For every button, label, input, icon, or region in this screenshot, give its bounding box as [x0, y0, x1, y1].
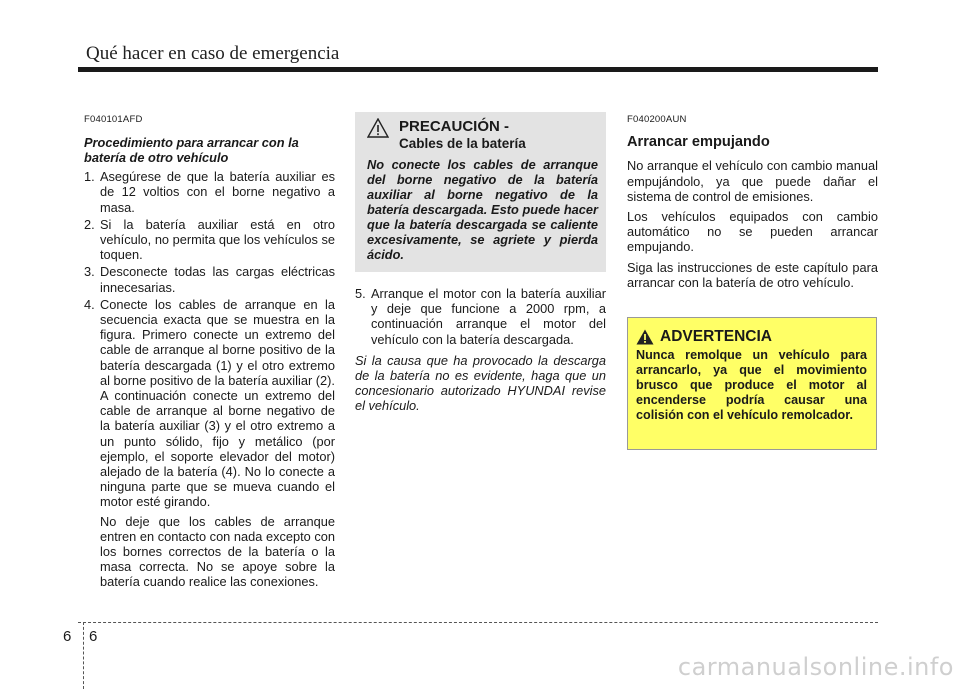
column-right [627, 112, 878, 295]
step-number: 3. [84, 264, 95, 280]
step-item [84, 217, 335, 263]
caution-triangle-icon [367, 118, 389, 138]
caution-subtitle: Cables de la batería [399, 136, 526, 151]
chapter-number: 6 [63, 628, 72, 645]
warning-box [627, 317, 877, 450]
caution-box [355, 112, 606, 272]
section-subheading: Procedimiento para arrancar con la batería de otro vehículo [84, 135, 299, 166]
step-text: Asegúrese de que la batería auxiliar es de 12 voltios con el borne negativo a masa. [100, 169, 335, 215]
step-text: Desconecte todas las cargas eléctricas innecesarias. [100, 264, 335, 295]
page-header-title: Qué hacer en caso de emergencia [86, 43, 340, 64]
caution-text: No conecte los cables de arranque del borne negativo de la batería auxiliar al borne negativo de la batería descargada. Esto puede hacer que la batería descargada se caliente excesivamente, se agriete y pierda ácido. [367, 157, 598, 262]
step-item [84, 297, 335, 510]
warning-title: ADVERTENCIA [660, 328, 772, 345]
step-continuation: No deje que los cables de arranque entren en contacto con nada excepto con los bornes correctos de la batería o la masa correcta. No se apoye sobre la batería cuando realice las conexiones. [100, 513, 335, 590]
step-text: Arranque el motor con la batería auxiliar y deje que funcione a 2000 rpm, a continuación arranque el motor del vehículo con la batería descargada. [371, 286, 606, 347]
section-code: F040200AUN [627, 114, 687, 125]
section-code: F040101AFD [84, 114, 143, 125]
header-rule [78, 67, 878, 72]
page-number: 6 [89, 628, 98, 645]
caution-header [367, 118, 598, 152]
column-middle [355, 112, 606, 414]
steps-list-continued [355, 286, 606, 347]
step-text: Si la batería auxiliar está en otro vehículo, no permita que los vehículos se toquen. [100, 216, 335, 263]
step-number: 4. [84, 296, 95, 312]
footer-divider [83, 622, 84, 689]
step-item [84, 169, 335, 215]
section-heading: Arrancar empujando [627, 134, 770, 151]
paragraph: Siga las instrucciones de este capítulo para arrancar con la batería de otro vehículo. [627, 259, 878, 290]
caution-title: PRECAUCIÓN - [399, 118, 510, 135]
note-text: Si la causa que ha provocado la descarga de la batería no es evidente, haga que un concesionario autorizado HYUNDAI revise el vehículo. [355, 352, 606, 414]
paragraph: No arranque el vehículo con cambio manual empujándolo, ya que puede dañar el sistema de control de emisiones. [627, 158, 878, 204]
watermark-text: carmanualsonline.info [677, 653, 954, 681]
warning-text: Nunca remolque un vehículo para arrancarlo, ya que el movimiento brusco que produce el motor al encenderse podría causar una colisión con el vehículo remolcador. [636, 348, 867, 423]
column-left [84, 112, 335, 590]
step-number: 5. [355, 286, 366, 301]
step-number: 2. [84, 216, 95, 232]
steps-list [84, 169, 335, 509]
step-item [355, 286, 606, 347]
step-number: 1. [84, 169, 95, 185]
footer-rule [78, 622, 878, 623]
step-text: Conecte los cables de arranque en la secuencia exacta que se muestra en la figura. Primero conecte un extremo del cable de arranque al borne positivo de la batería descargada (1) y el otro extremo al borne positivo de la batería auxiliar (2). A continuación conecte un extremo del cable de arranque al borne negativo de la batería auxiliar (3) y el otro extremo a un punto sólido, fijo y metálico (por ejemplo, el soporte elevador del motor) alejado de la batería (4). No lo conecte a ninguna parte que se mueva cuando el motor esté girando. [100, 296, 335, 510]
paragraph: Los vehículos equipados con cambio automático no se pueden arrancar empujando. [627, 209, 878, 255]
warning-triangle-icon [636, 329, 654, 345]
step-item [84, 264, 335, 294]
warning-header [636, 328, 867, 346]
